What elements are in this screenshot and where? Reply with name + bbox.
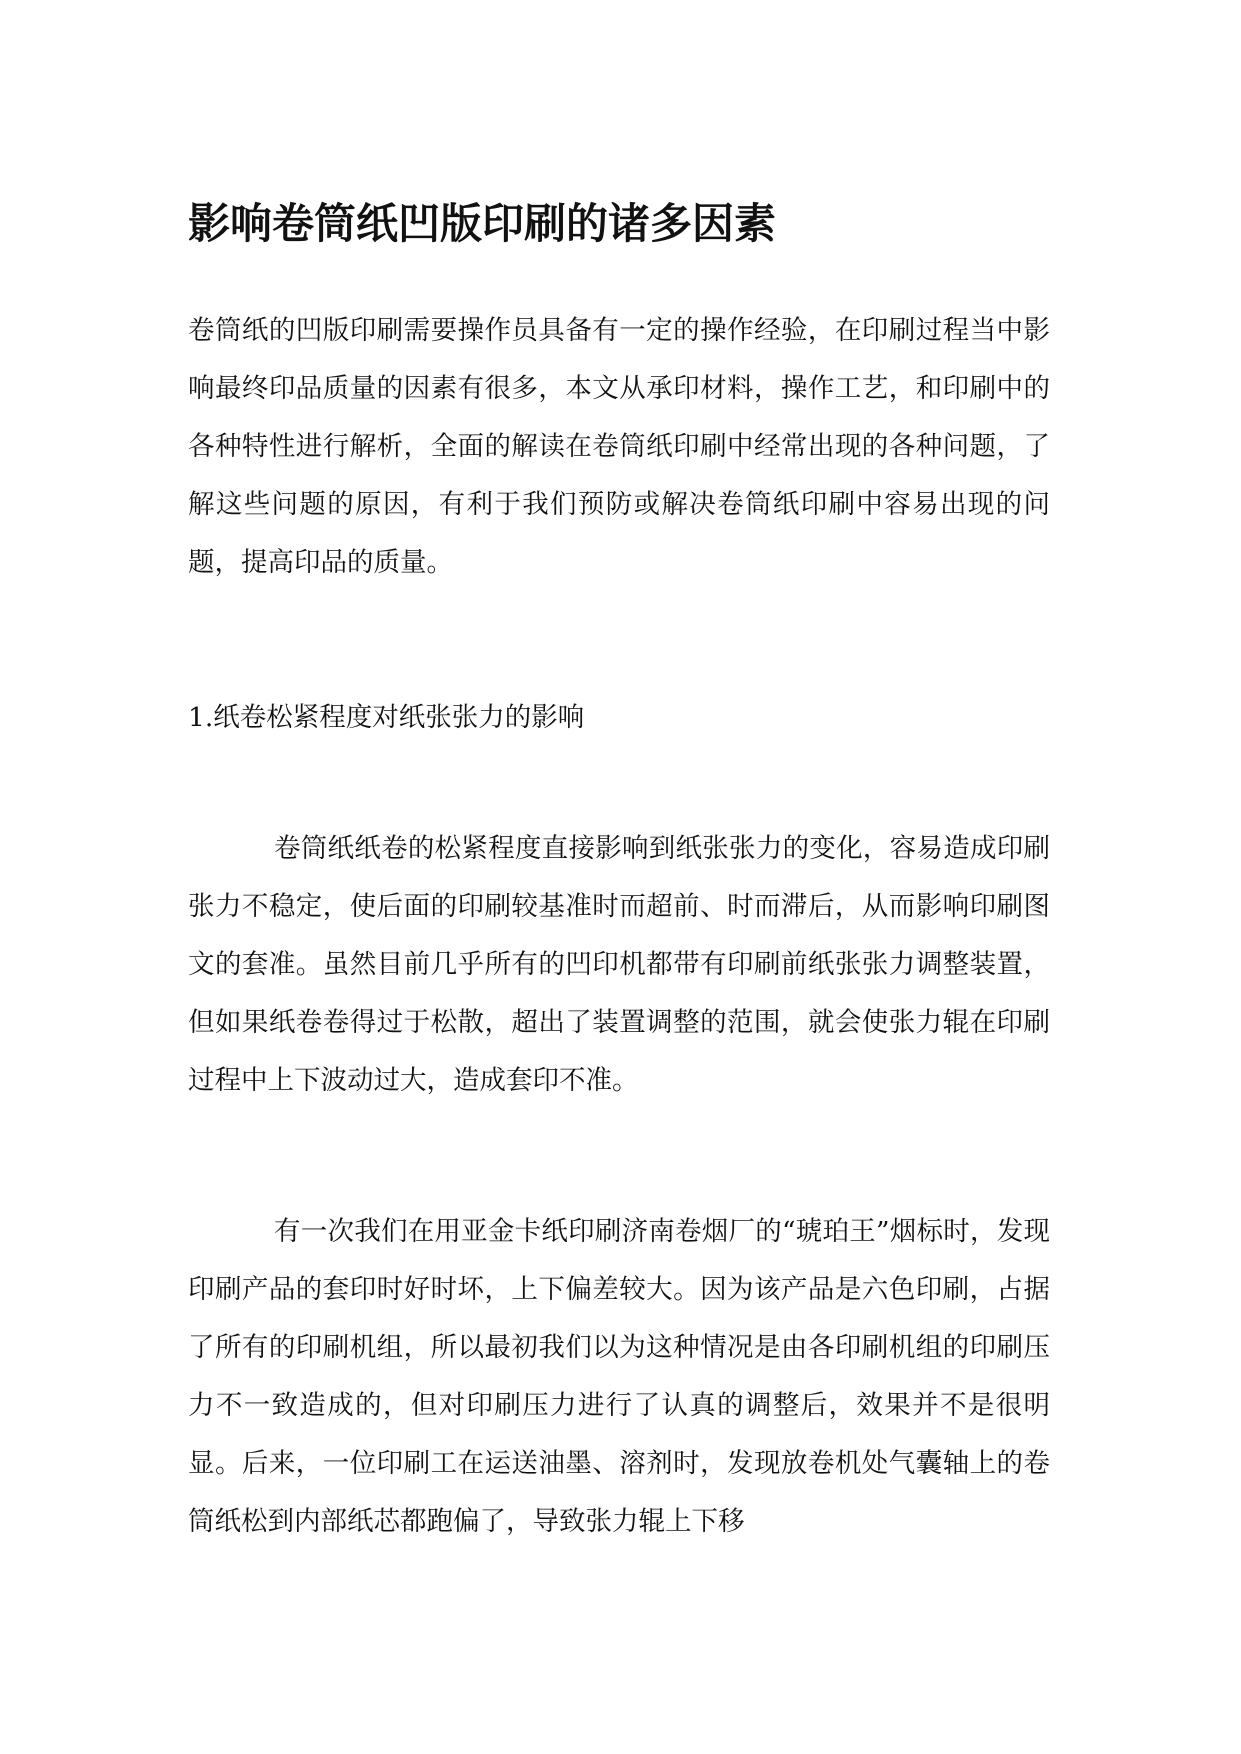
document-title: 影响卷筒纸凹版印刷的诸多因素 <box>188 199 777 248</box>
intro-paragraph: 卷筒纸的凹版印刷需要操作员具备有一定的操作经验，在印刷过程当中影响最终印品质量的因素有很多，本文从承印材料，操作工艺，和印刷中的各种特性进行解析，全面的解读在卷筒纸印刷中经常出现的各种问题，了解这些问题的原因，有利于我们预防或解决卷筒纸印刷中容易出现的问题，提高印品的质量。 <box>188 315 1050 578</box>
section-1-heading: 1.纸卷松紧程度对纸张张力的影响 <box>188 702 585 733</box>
section-1-paragraph-1: 卷筒纸纸卷的松紧程度直接影响到纸张张力的变化，容易造成印刷张力不稳定，使后面的印刷较基准时而超前、时而滞后，从而影响印刷图文的套准。虽然目前几乎所有的凹印机都带有印刷前纸张张力调整装置，但如果纸卷卷得过于松散，超出了装置调整的范围，就会使张力辊在印刷过程中上下波动过大，造成套印不准。 <box>188 833 1050 1096</box>
section-1-paragraph-2: 有一次我们在用亚金卡纸印刷济南卷烟厂的“琥珀王”烟标时，发现印刷产品的套印时好时坏，上下偏差较大。因为该产品是六色印刷，占据了所有的印刷机组，所以最初我们以为这种情况是由各印刷机组的印刷压力不一致造成的，但对印刷压力进行了认真的调整后，效果并不是很明显。后来，一位印刷工在运送油墨、溶剂时，发现放卷机处气囊轴上的卷筒纸松到内部纸芯都跑偏了，导致张力辊上下移 <box>188 1216 1050 1537</box>
